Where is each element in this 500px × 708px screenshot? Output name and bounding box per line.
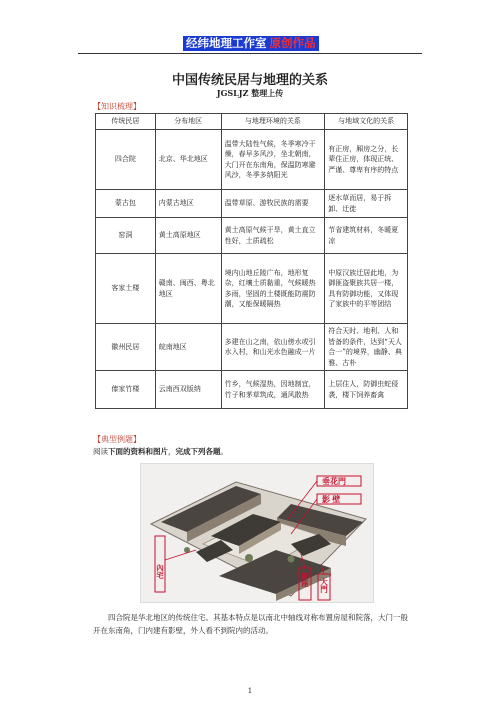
- table-cell: 符合天时、地利、人和皆备的条件，达到“天人合一”的境界，幽静、典雅、古朴: [325, 324, 408, 371]
- label-neizhai: 內宅: [155, 564, 165, 579]
- page-title: 中国传统民居与地理的关系: [171, 73, 328, 88]
- table-row: [96, 190, 408, 218]
- dwelling-table: [95, 113, 408, 409]
- table-row: [96, 130, 408, 190]
- table-cell: 黄土高原地区: [155, 218, 221, 254]
- label-damen: 大門: [319, 578, 329, 593]
- table-cell: 皖南地区: [155, 324, 221, 371]
- table-cell: 温带大陆性气候，冬季寒冷干燥，春早多风沙，坐北朝南，大门开在东南角，保温防寒避风沙，冬季多纳阳光: [221, 130, 325, 190]
- header-region: 分布地区: [155, 114, 221, 130]
- table-cell: 内蒙古地区: [155, 190, 221, 218]
- label-chuihuamen: 垂花門: [322, 477, 346, 486]
- table-cell: 客家土楼: [96, 254, 156, 324]
- table-cell: 傣家竹楼: [96, 371, 156, 409]
- header-dwelling: 传统民居: [96, 114, 156, 130]
- siheyuan-figure: [140, 463, 374, 603]
- siheyuan-illustration: [141, 464, 373, 602]
- table-cell: 北京、华北地区: [155, 130, 221, 190]
- table-cell: 上层住人，防御虫蛇侵袭，楼下饲养畜禽: [325, 371, 408, 409]
- header-culture: 与地域文化的关系: [325, 114, 408, 130]
- section-example: 【典型例题】: [93, 435, 141, 444]
- table-cell: 逐水草而居，易于拆卸、迁徙: [325, 190, 408, 218]
- table-cell: 境内山地丘陵广布，地形复杂，红壤土质黏重，气候暖热多雨，坚固的土楼既能防震防潮，又能保暖隔热: [221, 254, 325, 324]
- label-daozuo: 倒座: [300, 572, 310, 587]
- header-rule: [78, 53, 422, 54]
- table-cell: 窑洞: [96, 218, 156, 254]
- table-cell: 赣南、闽西、粤北地区: [155, 254, 221, 324]
- header-banner: [183, 36, 319, 51]
- table-row: [96, 371, 408, 409]
- exercise-instruction: 阅读下面的资料和图片，完成下列各题。: [93, 447, 228, 456]
- table-cell: 云南西双版纳: [155, 371, 221, 409]
- table-cell: 温带草原、游牧民族的需要: [221, 190, 325, 218]
- table-cell: 竹乡，气候湿热，因地制宜，竹子和茅草筑成，通风散热: [221, 371, 325, 409]
- table-cell: 蒙古包: [96, 190, 156, 218]
- table-cell: 节省建筑材料，冬暖夏凉: [325, 218, 408, 254]
- table-header-row: [96, 114, 408, 130]
- label-yingbi: 影 壁: [322, 495, 341, 504]
- table-cell: 有正房，厢房之分，长辈住正房，体现正统、严谨、尊卑有序的特点: [325, 130, 408, 190]
- table-row: [96, 254, 408, 324]
- page-number: 1: [247, 687, 253, 695]
- table-cell: 徽州民居: [96, 324, 156, 371]
- banner-studio: 经纬地理工作室: [183, 36, 270, 51]
- table-row: [96, 324, 408, 371]
- siheyuan-paragraph: 四合院是华北地区的传统住宅。其基本特点是以南北中轴线对称布置房屋和院落，大门一般开在东南角，门内建有影壁，外人看不到院内的活动。: [93, 613, 408, 635]
- header-environment: 与地理环境的关系: [221, 114, 325, 130]
- page-subtitle: JGSLJZ 整理上传: [216, 88, 284, 98]
- banner-original: 原创作品: [270, 36, 319, 51]
- table-cell: 四合院: [96, 130, 156, 190]
- table-cell: 中原汉族迁居此地，为御匪盗聚族共居一楼，具有防御功能，又体现了家族中的平等团结: [325, 254, 408, 324]
- table-row: [96, 218, 408, 254]
- section-knowledge: 【知识梳理】: [93, 102, 141, 111]
- table-cell: 黄土高原气候干旱，黄土直立性好，土质疏松: [221, 218, 325, 254]
- table-cell: 多建在山之南，依山傍水或引水入村，和山光水色融成一片: [221, 324, 325, 371]
